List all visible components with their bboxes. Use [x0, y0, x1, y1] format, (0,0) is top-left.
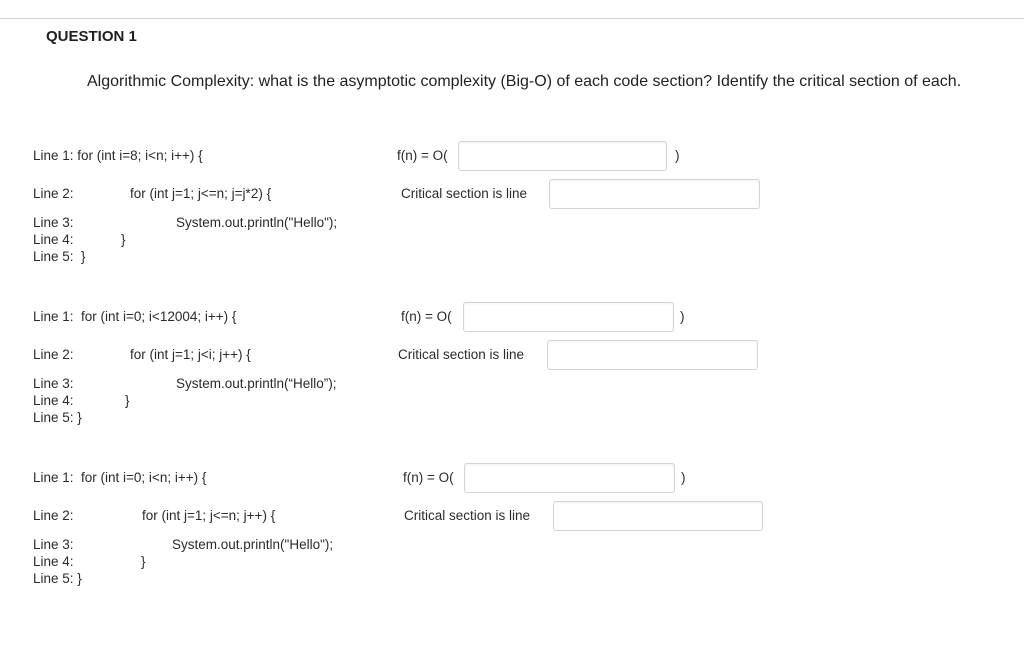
critical-section-label: Critical section is line: [401, 186, 528, 201]
big-o-input-2[interactable]: [463, 302, 674, 332]
big-o-close-paren: ): [680, 309, 685, 324]
code-line-2-label: Line 2:: [33, 347, 74, 362]
code-line-4-label: Line 4:: [33, 232, 74, 247]
code-line-3-label: Line 3:: [33, 215, 74, 230]
code-line-2: for (int j=1; j<=n; j=j*2) {: [130, 186, 272, 201]
code-line-4: }: [141, 554, 146, 569]
code-line-4-label: Line 4:: [33, 554, 74, 569]
code-line-2: for (int j=1; j<=n; j++) {: [142, 508, 276, 523]
question-prompt-text: Algorithmic Complexity: what is the asymptotic complexity (Big-O) of each code section? Identify the critical section of each.: [87, 73, 962, 90]
code-line-1: Line 1: for (int i=0; i<12004; i++) {: [33, 309, 237, 324]
critical-line-input-3[interactable]: [553, 501, 763, 531]
code-line-5: Line 5: }: [33, 410, 82, 425]
code-line-2-label: Line 2:: [33, 508, 74, 523]
code-line-4: }: [125, 393, 130, 408]
code-line-5: Line 5: }: [33, 249, 86, 264]
big-o-close-paren: ): [681, 470, 686, 485]
question-prompt: [33, 71, 993, 92]
big-o-close-paren: ): [675, 148, 680, 163]
big-o-input-1[interactable]: [458, 141, 667, 171]
code-line-4-label: Line 4:: [33, 393, 74, 408]
code-line-3: System.out.println("Hello");: [172, 537, 334, 552]
code-line-4: }: [121, 232, 126, 247]
big-o-input-3[interactable]: [464, 463, 675, 493]
top-divider: [0, 18, 1024, 19]
critical-line-input-1[interactable]: [549, 179, 760, 209]
critical-section-label: Critical section is line: [398, 347, 525, 362]
question-title: QUESTION 1: [46, 28, 137, 45]
code-line-2: for (int j=1; j<i; j++) {: [130, 347, 251, 362]
code-line-3: System.out.println(“Hello”);: [176, 376, 337, 391]
critical-section-label: Critical section is line: [404, 508, 531, 523]
code-line-3-label: Line 3:: [33, 537, 74, 552]
big-o-label: f(n) = O(: [401, 309, 452, 324]
code-line-2-label: Line 2:: [33, 186, 74, 201]
code-line-3-label: Line 3:: [33, 376, 74, 391]
code-line-3: System.out.println("Hello");: [176, 215, 338, 230]
critical-line-input-2[interactable]: [547, 340, 758, 370]
big-o-label: f(n) = O(: [397, 148, 448, 163]
big-o-label: f(n) = O(: [403, 470, 454, 485]
code-line-1: Line 1: for (int i=8; i<n; i++) {: [33, 148, 203, 163]
code-line-5: Line 5: }: [33, 571, 82, 586]
code-line-1: Line 1: for (int i=0; i<n; i++) {: [33, 470, 207, 485]
